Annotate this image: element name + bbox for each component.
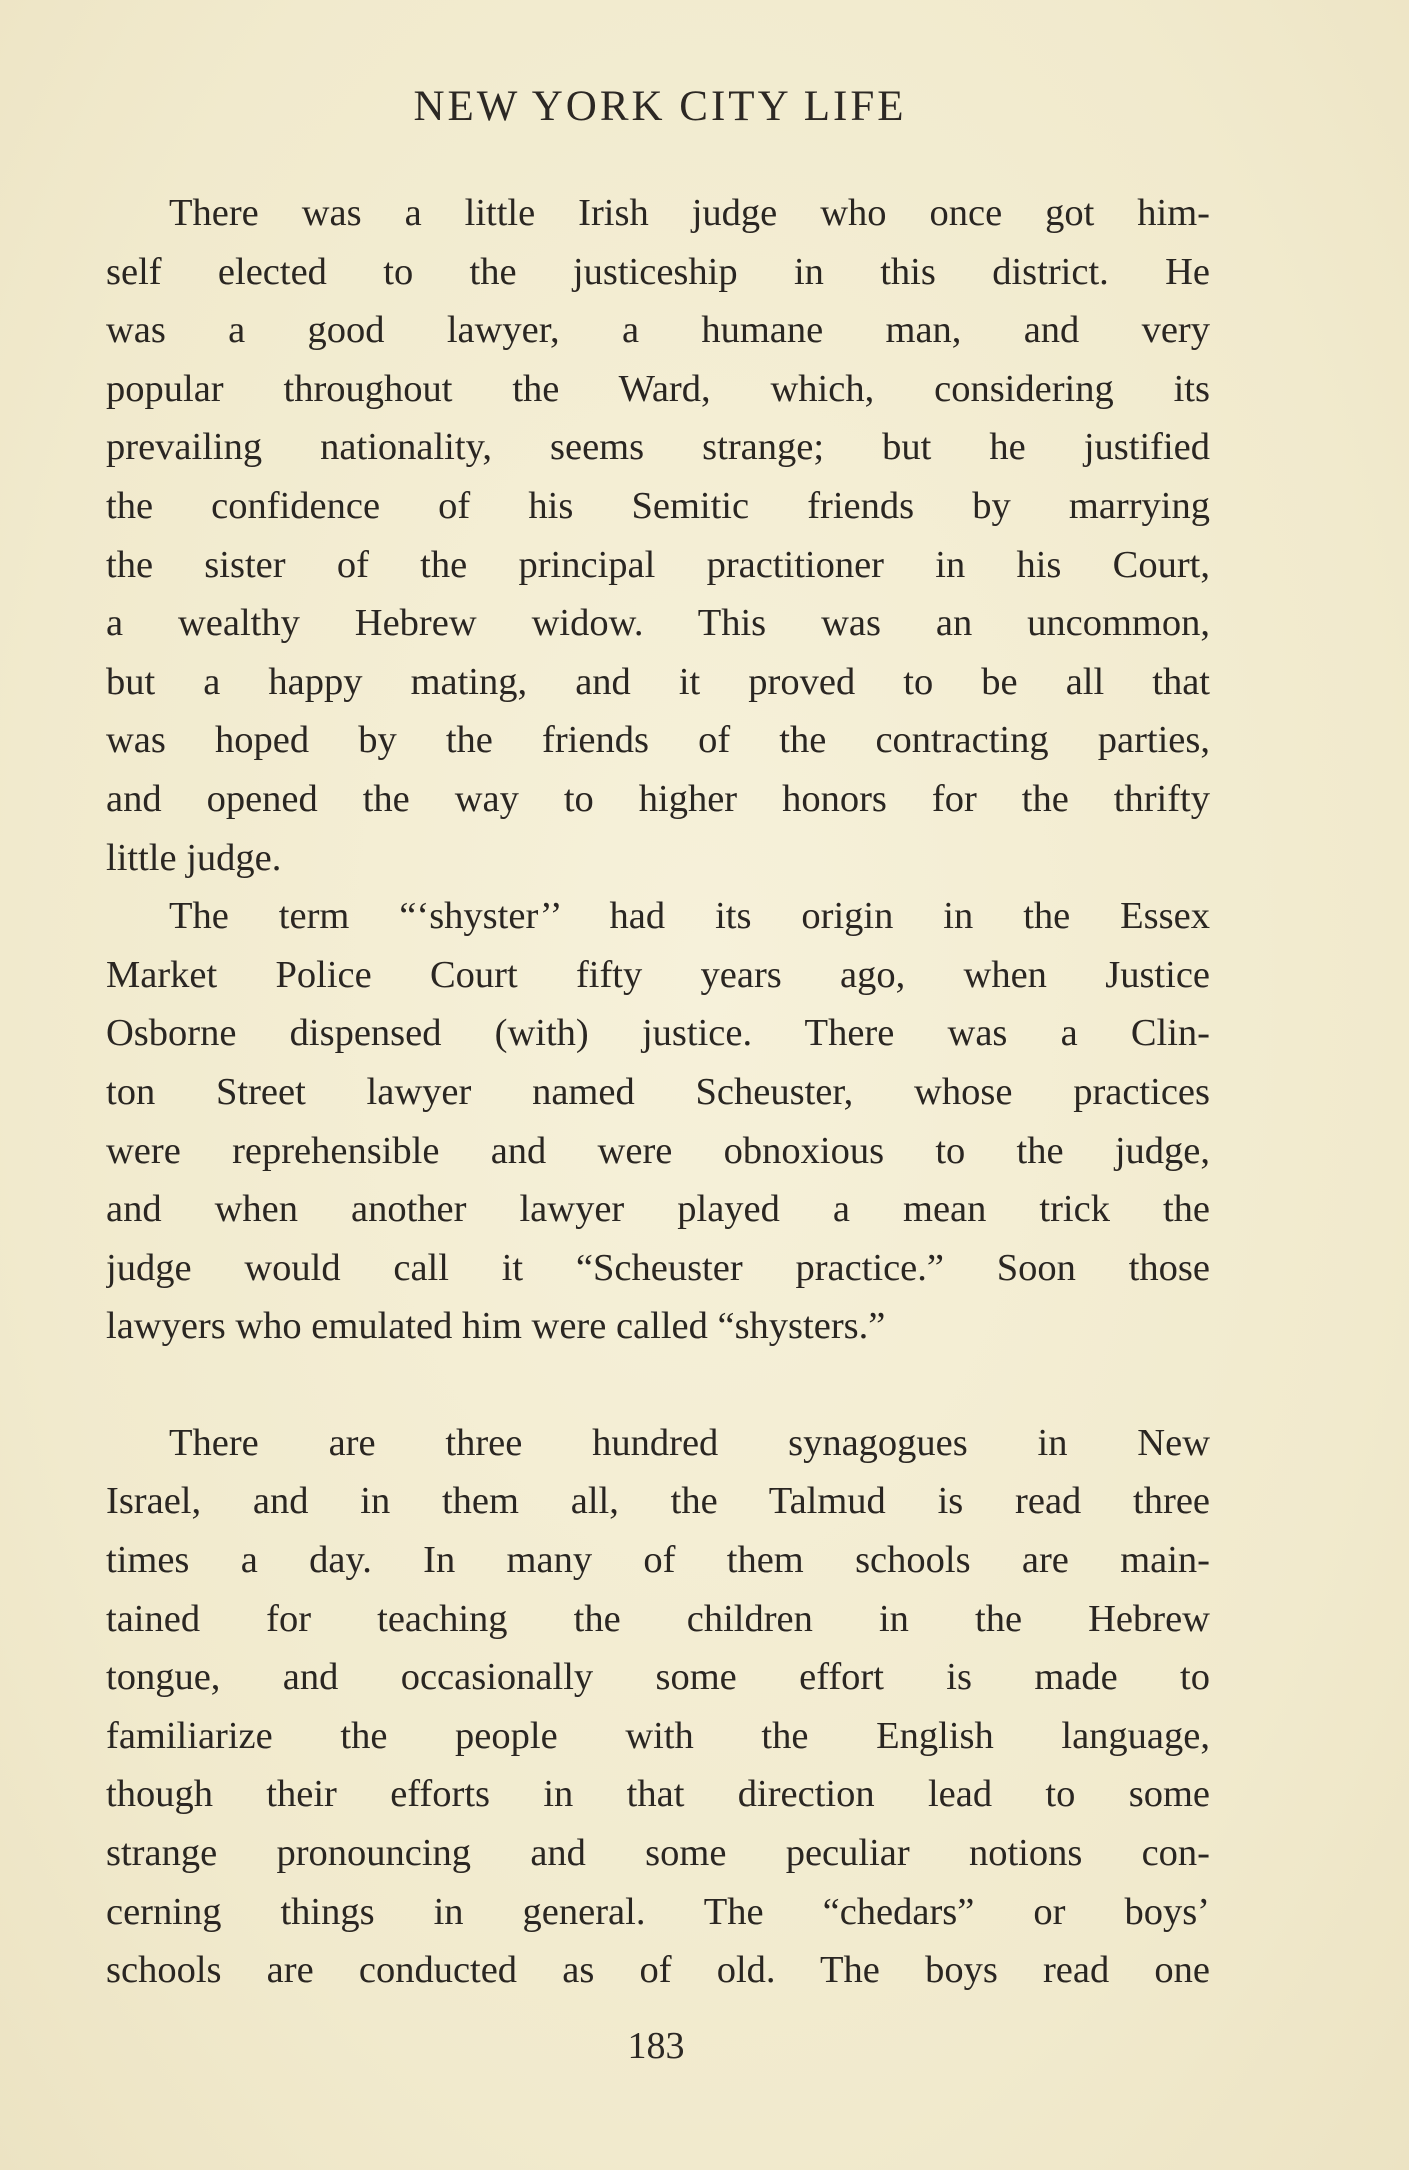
text-line: There was a little Irish judge who once got him-: [169, 192, 1210, 234]
text-line: tained for teaching the children in the Hebrew: [106, 1597, 1210, 1640]
text-line: times a day. In many of them schools are main-: [106, 1539, 1210, 1582]
text-line: strange pronouncing and some peculiar notions con-: [106, 1832, 1210, 1875]
text-line: but a happy mating, and it proved to be all that: [106, 660, 1210, 703]
text-line: popular throughout the Ward, which, considering its: [106, 367, 1210, 410]
text-line: Market Police Court fifty years ago, when Justice: [106, 953, 1210, 996]
text-line: little judge.: [106, 836, 282, 879]
text-line: judge would call it “Scheuster practice.” Soon those: [106, 1246, 1210, 1289]
text-line: and opened the way to higher honors for the thrifty: [106, 777, 1210, 820]
text-line: though their efforts in that direction lead to some: [106, 1773, 1210, 1816]
text-line: prevailing nationality, seems strange; but he justified: [106, 426, 1210, 469]
text-line: the sister of the principal practitioner in his Court,: [106, 543, 1210, 586]
paragraph-synagogues: [106, 1414, 1210, 2000]
text-block: [106, 184, 1210, 2000]
text-line: ton Street lawyer named Scheuster, whose practices: [106, 1070, 1210, 1113]
text-line: familiarize the people with the English language,: [106, 1714, 1210, 1757]
section-break: [106, 1356, 1210, 1414]
text-line: Osborne dispensed (with) justice. There was a Clin-: [106, 1012, 1210, 1055]
text-line: self elected to the justiceship in this district. He: [106, 250, 1210, 293]
text-line: There are three hundred synagogues in New: [169, 1421, 1210, 1464]
text-line: lawyers who emulated him were called “shysters.”: [106, 1305, 886, 1348]
running-head: NEW YORK CITY LIFE: [413, 83, 907, 130]
text-line: cerning things in general. The “chedars” or boys’: [106, 1890, 1210, 1933]
text-line: a wealthy Hebrew widow. This was an uncommon,: [106, 602, 1210, 645]
page-number: 183: [627, 2025, 685, 2067]
text-line: the confidence of his Semitic friends by marrying: [106, 484, 1210, 527]
text-line: schools are conducted as of old. The boys read one: [106, 1949, 1210, 1992]
text-line: Israel, and in them all, the Talmud is read three: [106, 1480, 1210, 1523]
text-line: and when another lawyer played a mean trick the: [106, 1188, 1210, 1231]
text-line: The term “‘shyster’’ had its origin in the Essex: [169, 895, 1210, 938]
text-line: tongue, and occasionally some effort is made to: [106, 1656, 1210, 1699]
paragraph-irish-judge: [106, 184, 1210, 887]
text-line: was hoped by the friends of the contracting parties,: [106, 719, 1210, 762]
paragraph-shyster-origin: [106, 887, 1210, 1356]
text-line: were reprehensible and were obnoxious to the judge,: [106, 1129, 1210, 1172]
text-line: was a good lawyer, a humane man, and very: [106, 309, 1210, 352]
